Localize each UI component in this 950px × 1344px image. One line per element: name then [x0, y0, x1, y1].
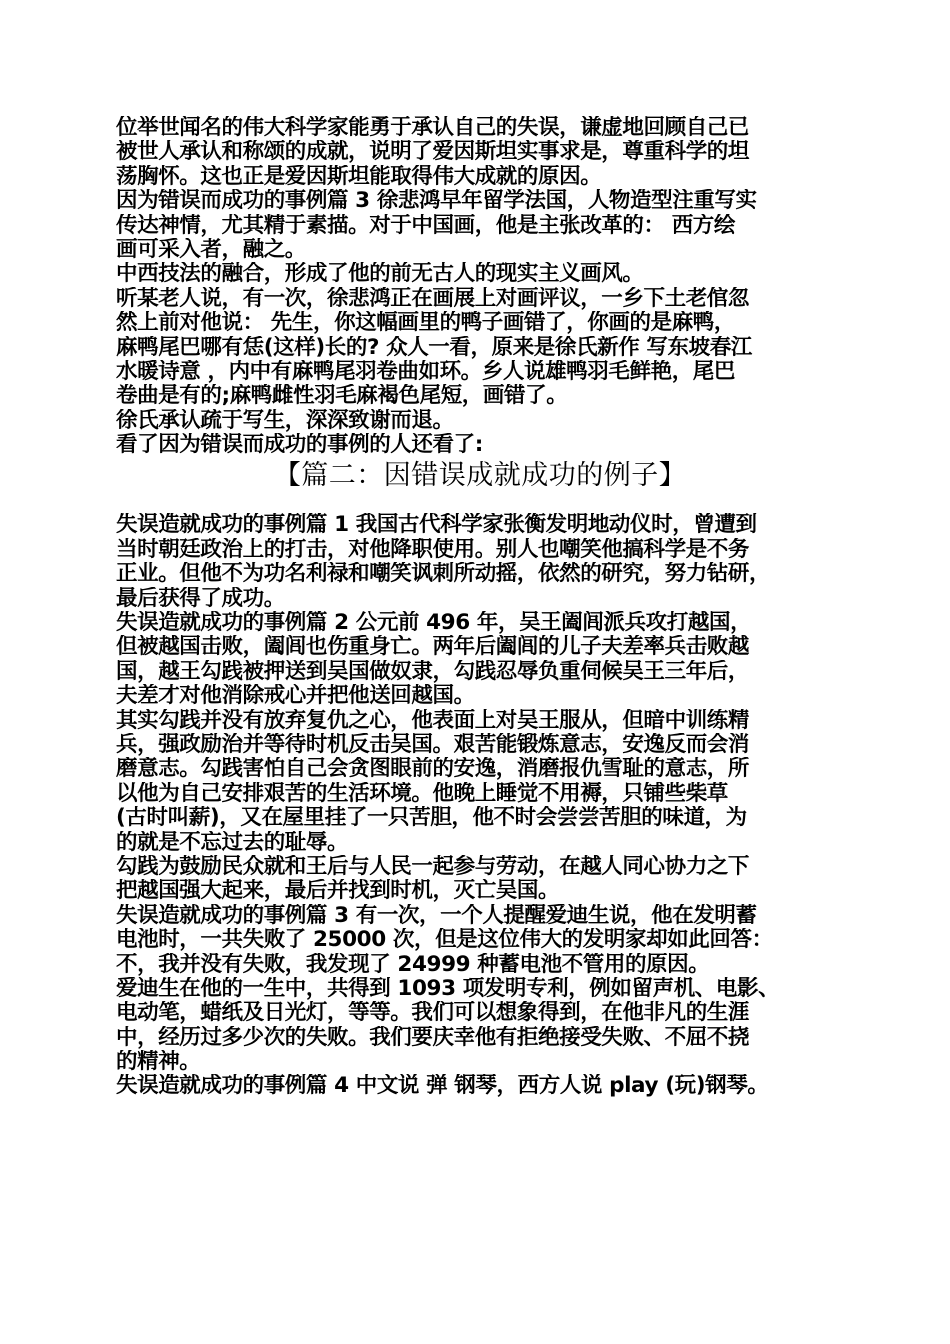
text-line: 卷曲是有的;麻鸭雌性羽毛麻褐色尾短，画错了。	[116, 384, 568, 409]
section-heading: 【篇二：因错误成就成功的例子】	[273, 460, 687, 492]
section-two-text	[116, 513, 844, 1098]
text-line: 其实勾践并没有放弃复仇之心，他表面上对吴王服从，但暗中训练精	[116, 708, 750, 733]
text-line: 不，我并没有失败，我发现了 24999 种蓄电池不管用的原因。	[116, 952, 710, 977]
text-line: 的精神。	[116, 1050, 201, 1075]
text-line: 当时朝廷政治上的打击，对他降职使用。别人也嘲笑他搞科学是不务	[116, 537, 750, 562]
text-line: 以他为自己安排艰苦的生活环境。他晚上睡觉不用褥，只铺些柴草	[116, 781, 728, 806]
page-content	[116, 116, 844, 1099]
text-line: 失误造就成功的事例篇 3 有一次，一个人提醒爱迪生说，他在发明蓄	[116, 903, 757, 928]
text-line: 的就是不忘过去的耻辱。	[116, 830, 349, 855]
text-line: 传达神情，尤其精于素描。对于中国画，他是主张改革的： 西方绘	[116, 213, 735, 238]
text-line: 位举世闻名的伟大科学家能勇于承认自己的失误，谦虚地回顾自己已	[116, 116, 750, 140]
text-line: 徐氏承认疏于写生，深深致谢而退。	[116, 408, 454, 433]
text-line: (古时叫薪)，又在屋里挂了一只苦胆，他不时会尝尝苦胆的味道，为	[116, 806, 747, 831]
text-line: 听某老人说，有一次，徐悲鸿正在画展上对画评议，一乡下土老倌忽	[116, 286, 750, 311]
section-one-text	[116, 116, 844, 457]
text-line: 爱迪生在他的一生中，共得到 1093 项发明专利，例如留声机、电影、	[116, 976, 780, 1001]
text-line: 但被越国击败，阖闾也伤重身亡。两年后阖闾的儿子夫差率兵击败越	[116, 635, 750, 660]
text-line: 失误造就成功的事例篇 1 我国古代科学家张衡发明地动仪时，曾遭到	[116, 513, 757, 538]
text-line: 把越国强大起来，最后并找到时机，灭亡吴国。	[116, 879, 560, 904]
text-line: 兵，强政励治并等待时机反击吴国。艰苦能锻炼意志，安逸反而会消	[116, 732, 750, 757]
text-line: 最后获得了成功。	[116, 586, 285, 611]
text-line: 画可采入者，融之。	[116, 237, 306, 262]
text-line: 磨意志。勾践害怕自己会贪图眼前的安逸，消磨报仇雪耻的意志，所	[116, 757, 750, 782]
text-line: 然上前对他说： 先生，你这幅画里的鸭子画错了，你画的是麻鸭，	[116, 311, 735, 336]
text-line: 因为错误而成功的事例篇 3 徐悲鸿早年留学法国，人物造型注重写实	[116, 189, 757, 214]
text-line: 麻鸭尾巴哪有恁(这样)长的? 众人一看，原来是徐氏新作 写东坡春江	[116, 335, 752, 360]
text-line: 中西技法的融合，形成了他的前无古人的现实主义画风。	[116, 262, 644, 287]
text-line: 中，经历过多少次的失败。我们要庆幸他有拒绝接受失败、不屈不挠	[116, 1025, 750, 1050]
text-line: 国，越王勾践被押送到吴国做奴隶，勾践忍辱负重伺候吴王三年后，	[116, 659, 750, 684]
text-line: 电动笔，蜡纸及日光灯，等等。我们可以想象得到，在他非凡的生涯	[116, 1001, 750, 1026]
text-line: 勾践为鼓励民众就和王后与人民一起参与劳动，在越人同心协力之下	[116, 854, 750, 879]
text-line: 失误造就成功的事例篇 2 公元前 496 年，吴王阖闾派兵攻打越国，	[116, 611, 752, 636]
text-line: 水暖诗意 ，内中有麻鸭尾羽卷曲如环。乡人说雄鸭羽毛鲜艳，尾巴	[116, 359, 735, 384]
text-line: 被世人承认和称颂的成就，说明了爱因斯坦实事求是，尊重科学的坦	[116, 140, 750, 165]
text-line: 夫差才对他消除戒心并把他送回越国。	[116, 684, 475, 709]
text-line: 荡胸怀。这也正是爱因斯坦能取得伟大成就的原因。	[116, 164, 602, 189]
text-line: 失误造就成功的事例篇 4 中文说 弹 钢琴，西方人说 play (玩)钢琴。	[116, 1074, 769, 1099]
text-line: 看了因为错误而成功的事例的人还看了:	[116, 433, 483, 458]
text-line: 正业。但他不为功名利禄和嘲笑讽刺所动摇，依然的研究，努力钻研，	[116, 562, 771, 587]
text-line: 电池时，一共失败了 25000 次，但是这位伟大的发明家却如此回答：	[116, 928, 773, 953]
